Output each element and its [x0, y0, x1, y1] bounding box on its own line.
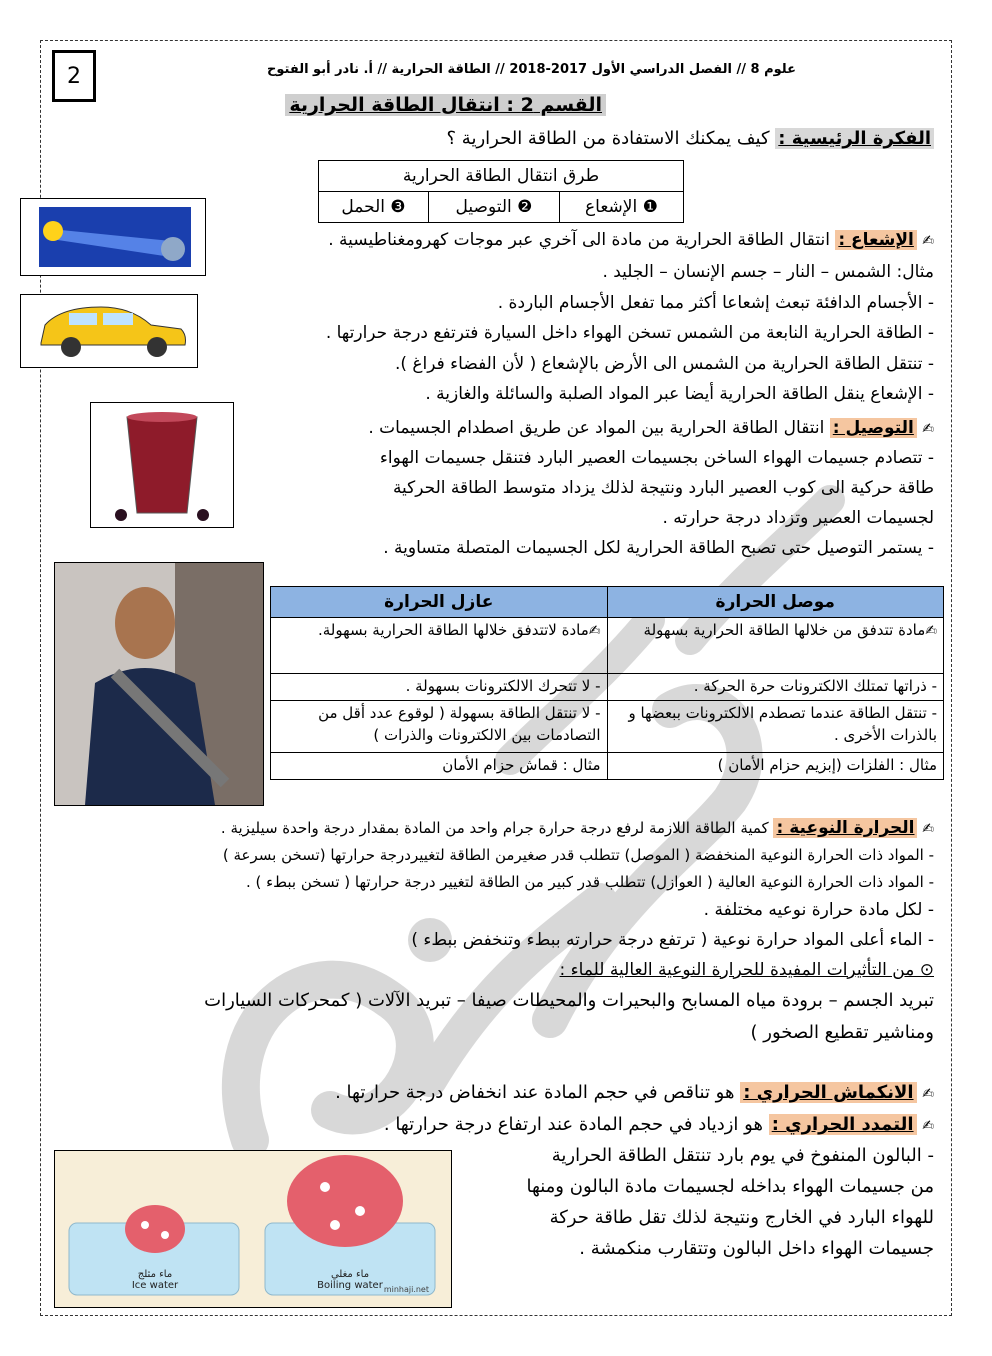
- radiation-line: - الأجسام الدافئة تبعث إشعاعا أكثر مما تفعل الأجسام الباردة .: [497, 293, 934, 313]
- seatbelt-boy-image: [54, 562, 264, 806]
- way-convection: ❸ الحمل: [319, 192, 429, 223]
- contraction-label: الانكماش الحراري :: [740, 1082, 916, 1103]
- table-cell: - تنتقل الطاقة عندما تصطدم الالكترونات ببعضها و بالذرات الأخرى .: [607, 700, 944, 752]
- insulator-header: عازل الحرارة: [271, 587, 608, 618]
- page-number: 2: [52, 50, 96, 102]
- conduction-line: - تتصادم جسيمات الهواء الساخن بجسيمات العصير البارد فتنقل جسيمات الهواء: [379, 448, 934, 468]
- water-benefits-line: ومناشير تقطيع الصخور ): [750, 1022, 934, 1043]
- expansion-detail-line: جسيمات الهواء داخل البالون وتتقارب منكمشة .: [579, 1238, 934, 1259]
- site-credit: minhaji.net: [383, 1285, 429, 1294]
- specific-heat-line: - المواد ذات الحرارة النوعية العالية ( العوازل) تتطلب قدر كبير من الطاقة لتغيير درجة حرارتها ( تسخن ببطء ) .: [245, 873, 934, 891]
- contraction-line: [335, 1082, 934, 1103]
- sun-earth-image: [20, 198, 206, 276]
- expansion-detail-line: من جسيمات الهواء بداخله لجسيمات مادة البالون ومنها: [526, 1176, 934, 1197]
- table-cell: - لا تنتقل الطاقة بسهولة ( لوقوع عدد أقل من التصادمات بين الالكترونات والذرات ): [271, 700, 608, 752]
- conduction-label: التوصيل :: [830, 418, 917, 438]
- way-conduction: ❷ التوصيل: [429, 192, 560, 223]
- expansion-detail-line: - البالون المنفوخ في يوم بارد تنتقل الطاقة الحرارية: [551, 1145, 934, 1166]
- conductor-insulator-table: [270, 586, 944, 780]
- car-image: [20, 294, 198, 368]
- conduction-definition-line: [368, 418, 934, 438]
- pen-icon: ✍: [922, 233, 934, 249]
- water-benefits-line: تبريد الجسم – برودة مياه المسابح والبحيرات والمحيطات صيفا – تبريد الآلات ( كمحركات السيارات: [204, 990, 934, 1011]
- main-idea-label: الفكرة الرئيسية :: [775, 128, 934, 149]
- pen-icon: ✍: [922, 1086, 934, 1102]
- specific-heat-definition-line: [221, 818, 934, 838]
- radiation-definition: انتقال الطاقة الحرارية من مادة الى آخري عبر موجات كهرومغناطيسية .: [328, 230, 830, 250]
- expansion-label: التمدد الحراري :: [769, 1114, 917, 1135]
- table-cell: مثال : قماش حزام الأمان: [271, 752, 608, 779]
- expansion-text: هو ازدياد في حجم المادة عند ارتفاع درجة حرارتها .: [383, 1114, 763, 1135]
- table-cell: - ذراتها تمتلك الالكترونات حرة الحركة .: [607, 674, 944, 701]
- specific-heat-definition: كمية الطاقة اللازمة لرفع درجة حرارة جرام واحد من المادة بمقدار درجة واحدة سيليزية .: [220, 819, 769, 837]
- table-cell-text: مادة تتدفق من خلالها الطاقة الحرارية بسهولة: [643, 621, 926, 639]
- specific-heat-line: - لكل مادة حرارة نوعيه مختلفة .: [703, 900, 934, 920]
- section-title: القسم 2 : انتقال الطاقة الحرارية: [285, 94, 606, 116]
- pen-icon: ✍: [922, 421, 934, 437]
- radiation-definition-line: [328, 230, 934, 250]
- radiation-line: - تنتقل الطاقة الحرارية من الشمس الى الأرض بالإشعاع ( لأن الفضاء فراغ ).: [394, 354, 934, 374]
- ice-water-label-en: Ice water: [131, 1280, 179, 1291]
- heat-transfer-ways-table: [318, 160, 684, 223]
- contraction-text: هو تناقص في حجم المادة عند انخفاض درجة حرارتها .: [335, 1082, 735, 1103]
- expansion-detail-line: للهواء البارد في الخارج ونتيجة لذلك تقل طاقة حركة: [549, 1207, 934, 1228]
- conduction-definition: انتقال الطاقة الحرارية بين المواد عن طريق اصطدام الجسيمات .: [368, 418, 825, 438]
- conductor-header: موصل الحرارة: [607, 587, 944, 618]
- ways-table-header: طرق انتقال الطاقة الحرارية: [319, 161, 684, 192]
- pen-icon: ✍: [925, 623, 937, 639]
- way-radiation: ❶ الإشعاع: [559, 192, 683, 223]
- balloon-experiment-image: [54, 1150, 452, 1308]
- expansion-line: [384, 1114, 934, 1135]
- boiling-water-label-ar: ماء مغلي: [330, 1269, 370, 1280]
- table-cell: - لا تتحرك الالكترونات بسهولة .: [271, 674, 608, 701]
- table-cell: مثال : الفلزات (إبزيم حزام الأمان ): [607, 752, 944, 779]
- conduction-line: طاقة حركية الى كوب العصير البارد ونتيجة لذلك يزداد متوسط الطاقة الحركية: [392, 478, 934, 498]
- pen-icon: ✍: [922, 1118, 934, 1134]
- ice-water-label: [117, 1269, 193, 1291]
- conduction-line: لجسيمات العصير وتزداد درجة حرارته .: [662, 508, 934, 528]
- specific-heat-line: - المواد ذات الحرارة النوعية المنخفضة ( الموصل) تتطلب قدر صغيرمن الطاقة لتغييردرجة حرارتها (تسخن بسرعة ): [222, 846, 934, 864]
- main-idea: [447, 128, 934, 149]
- juice-glass-image: [90, 402, 234, 528]
- table-cell-text: مادة لاتتدفق خلالها الطاقة الحرارية بسهولة.: [317, 621, 589, 639]
- radiation-line: - الطاقة الحرارية النابعة من الشمس تسخن الهواء داخل السيارة فترتفع درجة حرارتها .: [325, 323, 934, 343]
- specific-heat-line: - الماء أعلى المواد حرارة نوعية ( ترتفع درجة حرارته ببطء وتنخفض ببطء ): [411, 930, 934, 950]
- page-header: علوم 8 // الفصل الدراسي الأول 2017-2018 // الطاقة الحرارية // أ. نادر أبو الفتوح: [267, 62, 796, 77]
- table-cell: [271, 618, 608, 674]
- radiation-label: الإشعاع :: [835, 230, 917, 250]
- conduction-line: - يستمر التوصيل حتى تصبح الطاقة الحرارية لكل الجسيمات المتصلة متساوية .: [383, 538, 934, 558]
- pen-icon: ✍: [922, 821, 934, 837]
- radiation-line: - الإشعاع ينقل الطاقة الحرارية أيضا عبر المواد الصلبة والسائلة والغازية .: [425, 384, 934, 404]
- water-benefits-title: ⊙ من التأثيرات المفيدة للحرارة النوعية العالية للماء :: [559, 960, 934, 980]
- boiling-water-label: [305, 1269, 395, 1291]
- radiation-line: مثال: الشمس – النار – جسم الإنسان – الجليد .: [602, 262, 934, 282]
- ice-water-label-ar: ماء مثلج: [137, 1269, 173, 1280]
- table-cell: [607, 618, 944, 674]
- boiling-water-label-en: Boiling water: [317, 1280, 383, 1291]
- main-idea-text: كيف يمكنك الاستفادة من الطاقة الحرارية ؟: [446, 128, 770, 149]
- pen-icon: ✍: [588, 623, 601, 639]
- specific-heat-label: الحرارة النوعية :: [773, 818, 917, 838]
